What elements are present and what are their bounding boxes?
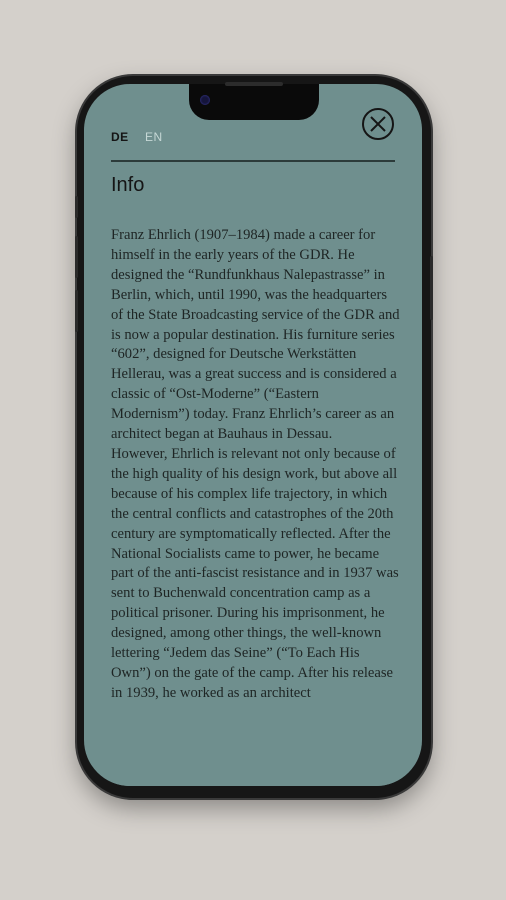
power-button (430, 256, 433, 320)
speaker (225, 82, 283, 86)
bottom-fade (84, 740, 422, 786)
front-camera (200, 95, 210, 105)
silent-switch (75, 196, 78, 218)
volume-down-button (75, 290, 78, 332)
header-divider (111, 160, 395, 162)
paragraph: However, Ehrlich is relevant not only because of the high quality of his design work, but above all because of his complex life trajectory, in which the central conflicts and catastrophes of the 20th century are symptomatically reflected. After the National Socialists came to power, he became part of the anti-fascist resistance and in 1937 was sent to Buchenwald concentration camp as a political prisoner. During his imprisonment, he designed, among other things, the well-known lettering “Jedem das Seine” (“To Each His Own”) on the gate of the camp. After his release in 1939, he worked as an architect (111, 445, 399, 701)
page-title: Info (111, 174, 145, 196)
info-text[interactable] (111, 226, 401, 786)
language-en[interactable]: EN (145, 130, 163, 144)
close-icon (364, 110, 392, 138)
paragraph: Franz Ehrlich (1907–1984) made a career for himself in the early years of the GDR. He designed the “Rundfunkhaus Nalepastrasse” in Berlin, which, until 1990, was the headquarters of the State Broadcasting service of the GDR and is now a popular destination. His furniture series “602”, designed for Deutsche Werkstätten Hellerau, was a great success and is considered a classic of “Ost-Moderne” (“Eastern Modernism”) today. Franz Ehrlich’s career as an architect began at Bauhaus in Dessau. (111, 227, 400, 443)
close-button[interactable] (362, 108, 394, 140)
volume-up-button (75, 236, 78, 278)
language-de[interactable]: DE (111, 130, 129, 144)
